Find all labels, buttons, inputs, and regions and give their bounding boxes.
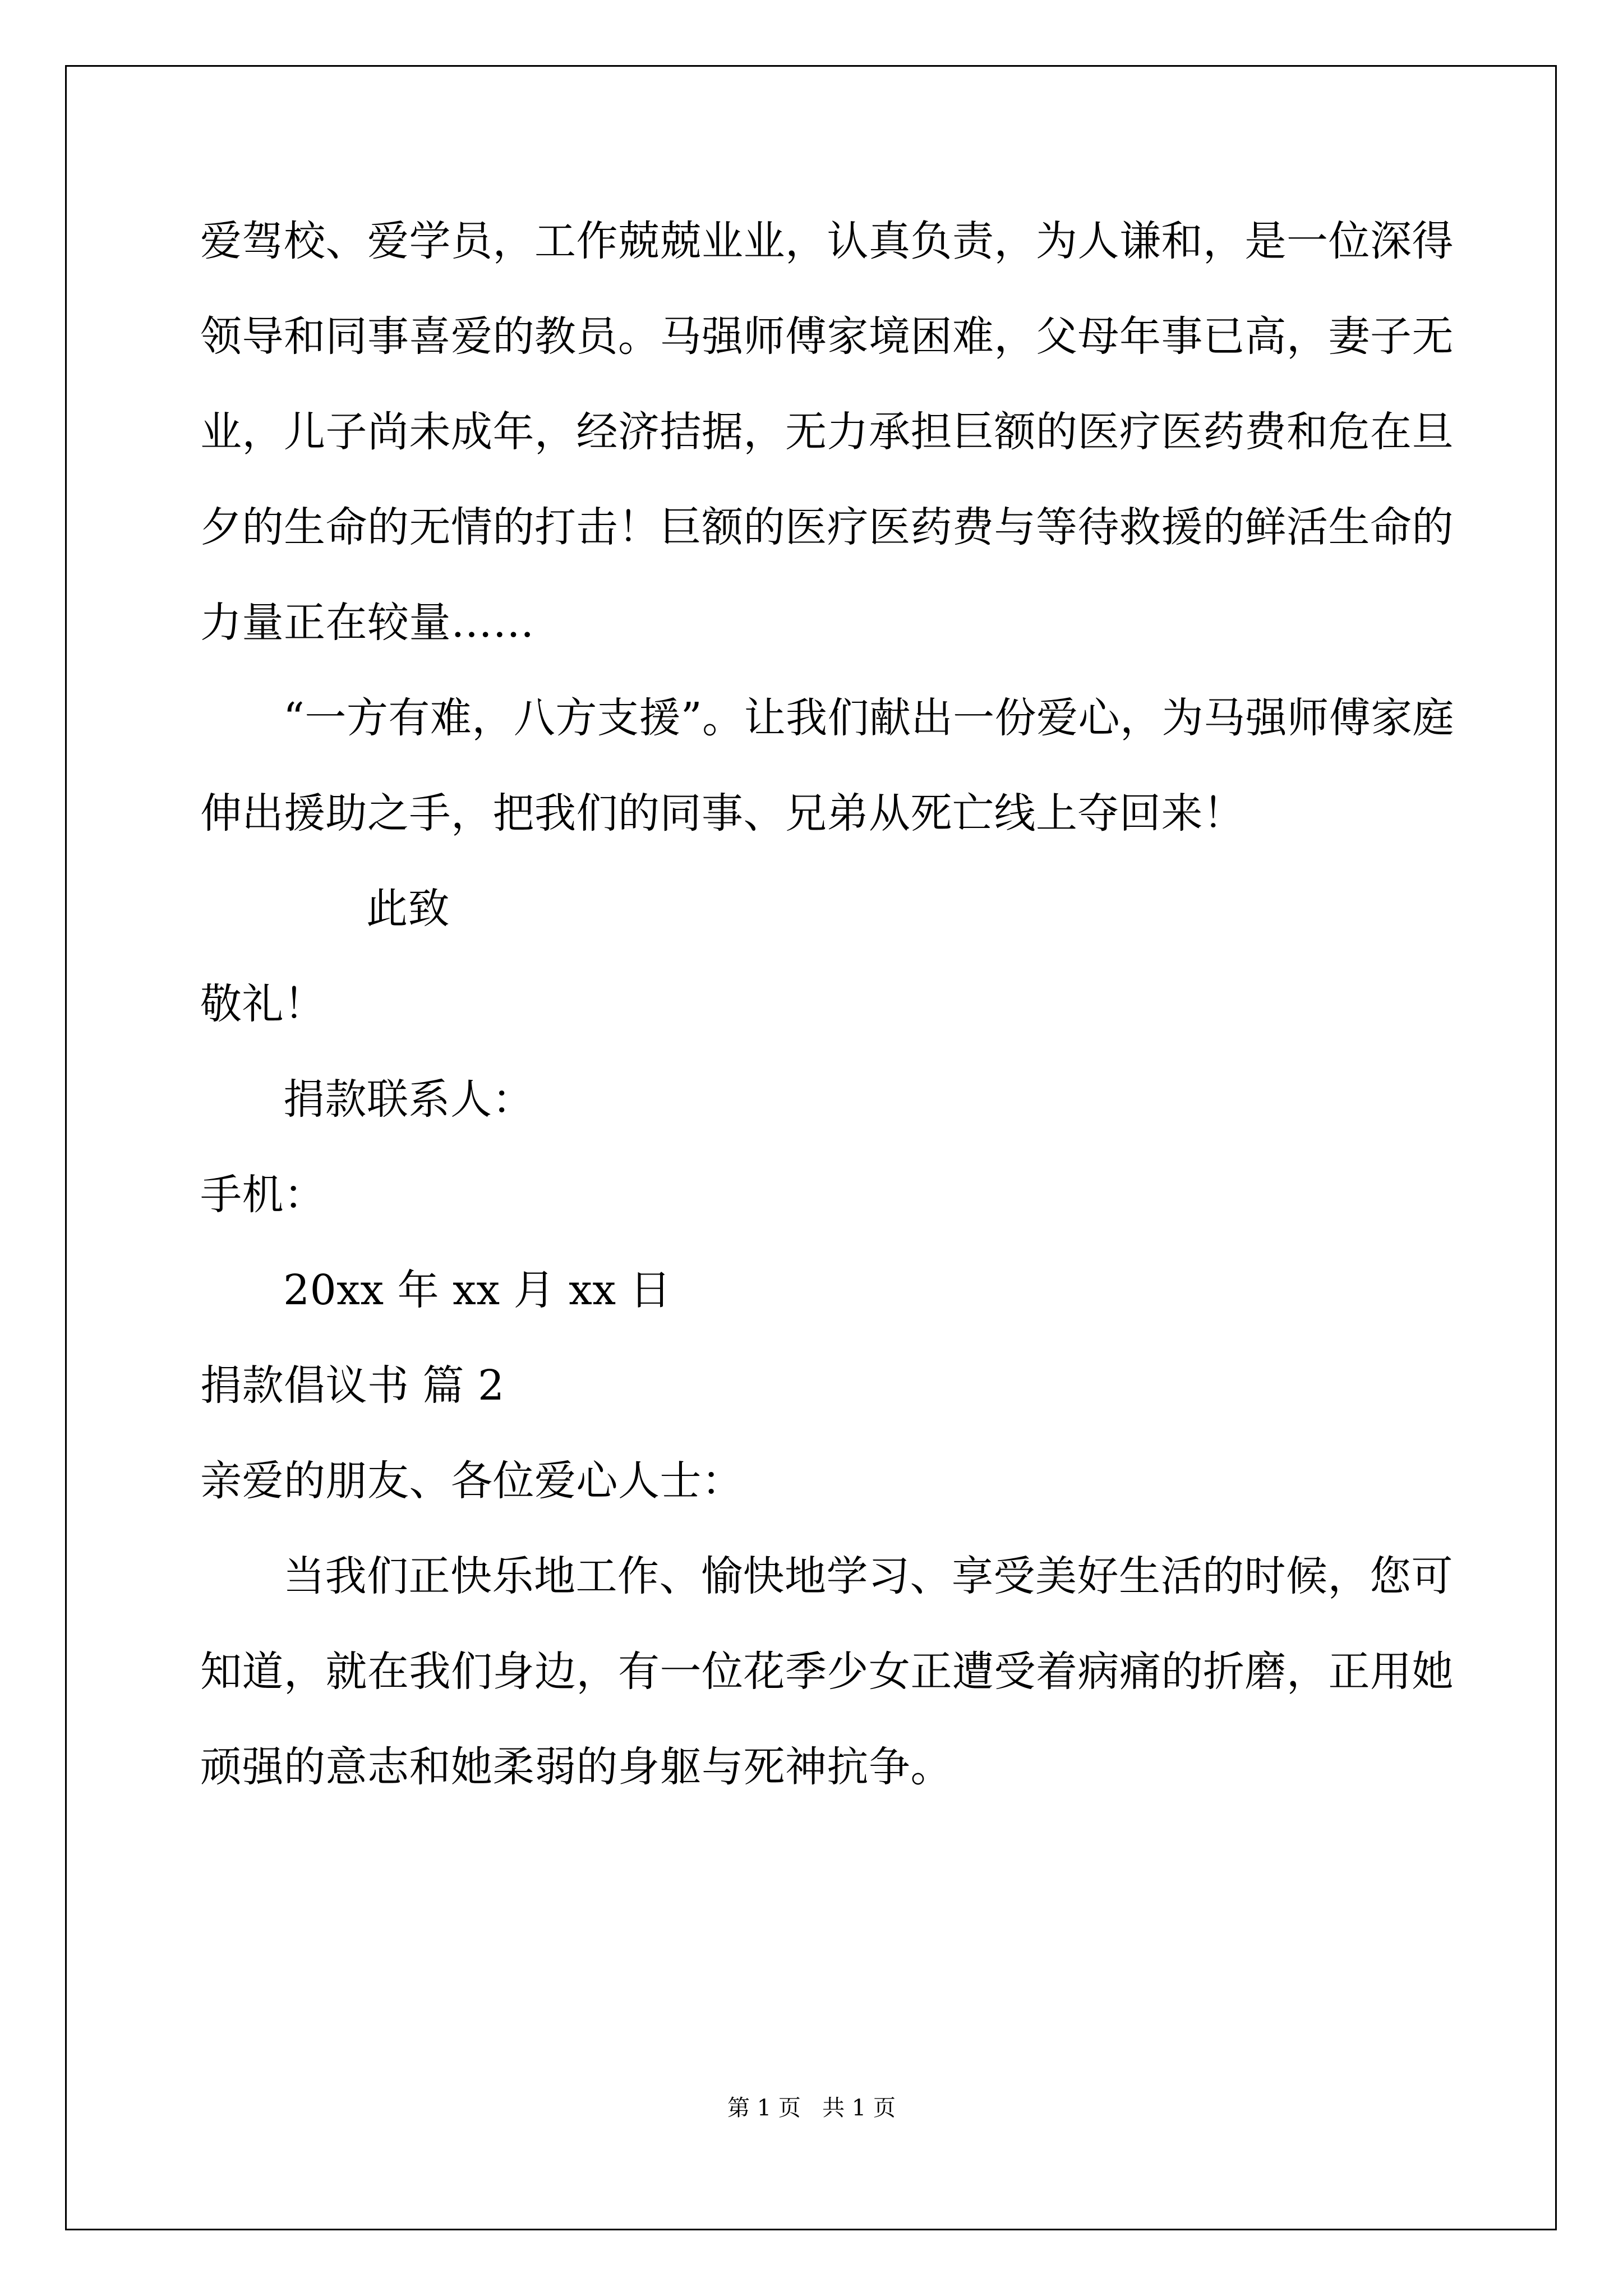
- paragraph-line: 力量正在较量……: [200, 599, 534, 647]
- paragraph-line: 夕的生命的无情的打击！巨额的医疗医药费与等待救援的鲜活生命的: [200, 503, 1454, 551]
- paragraph-line: 爱驾校、爱学员，工作兢兢业业，认真负责，为人谦和，是一位深得: [200, 217, 1454, 265]
- paragraph-line: 领导和同事喜爱的教员。马强师傅家境困难，父母年事已高，妻子无: [200, 312, 1454, 361]
- page-frame: [65, 65, 1557, 2230]
- contact-person-label: 捐款联系人：: [283, 1075, 534, 1124]
- paragraph-line: 知道，就在我们身边，有一位花季少女正遭受着病痛的折磨，正用她: [200, 1648, 1454, 1696]
- page-footer: 第 1 页 共 1 页: [727, 2095, 896, 2121]
- section-heading: 捐款倡议书 篇 2: [200, 1361, 505, 1410]
- closing-regards: 敬礼！: [200, 980, 326, 1028]
- closing-salutation: 此致: [366, 885, 450, 933]
- phone-label: 手机：: [200, 1171, 326, 1219]
- paragraph-line: 顽强的意志和她柔弱的身躯与死神抗争。: [200, 1743, 952, 1791]
- paragraph-line: 当我们正快乐地工作、愉快地学习、享受美好生活的时候，您可: [283, 1552, 1453, 1600]
- date-line: 20xx 年 xx 月 xx 日: [283, 1266, 672, 1314]
- paragraph-line: 伸出援助之手，把我们的同事、兄弟从死亡线上夺回来！: [200, 789, 1245, 838]
- paragraph-line: 业，儿子尚未成年，经济拮据，无力承担巨额的医疗医药费和危在旦: [200, 408, 1454, 456]
- greeting-line: 亲爱的朋友、各位爱心人士：: [200, 1457, 744, 1505]
- paragraph-line: “一方有难，八方支援”。让我们献出一份爱心，为马强师傅家庭: [283, 694, 1455, 742]
